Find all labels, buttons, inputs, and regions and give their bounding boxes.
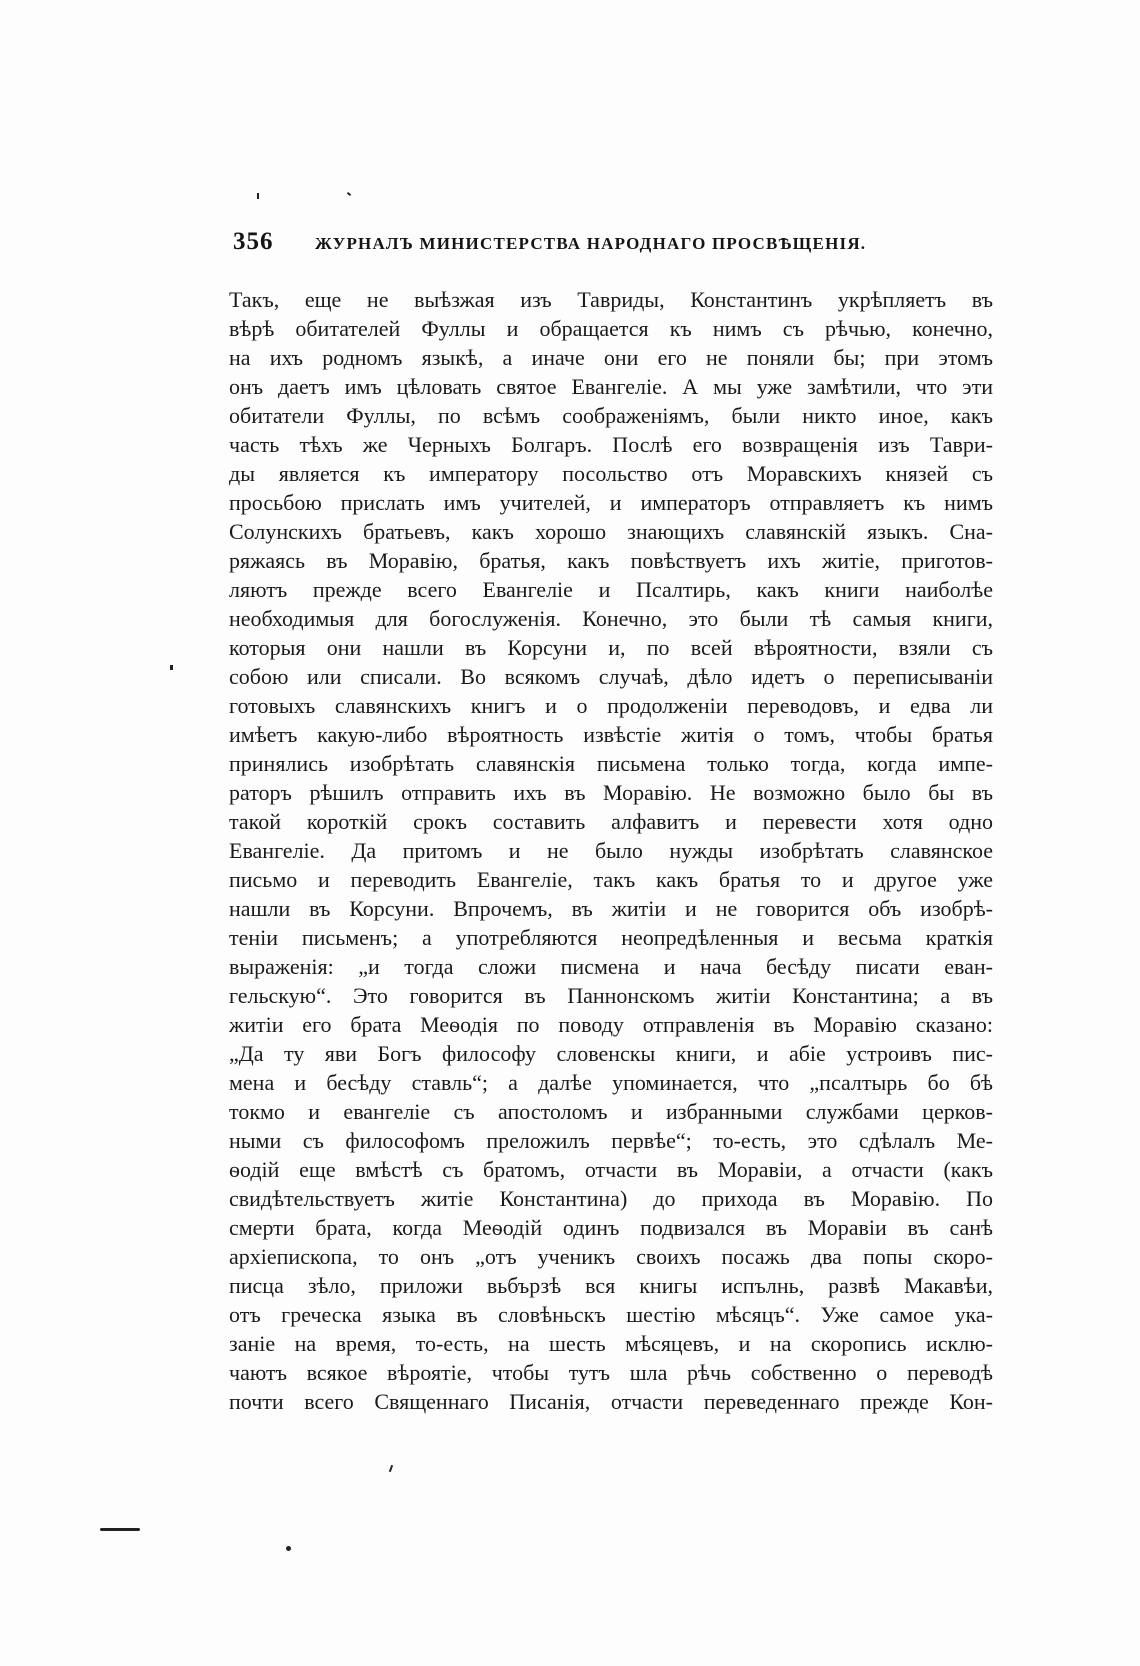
text-line: свидѣтельствуетъ житіе Константина) до прихода въ Моравію. По bbox=[229, 1186, 993, 1211]
text-line: обитатели Фуллы, по всѣмъ соображеніямъ, были никто иное, какъ bbox=[229, 403, 993, 428]
text-line: которыя они нашли въ Корсуни и, по всей вѣроятности, взяли съ bbox=[229, 635, 993, 660]
text-line: писца зѣло, приложи вьбързѣ вся книгы испълнь, развѣ Макавѣи, bbox=[229, 1273, 993, 1298]
text-line: гельскую“. Это говорится въ Паннонскомъ житіи Константина; а въ bbox=[229, 983, 993, 1008]
text-line: выраженія: „и тогда сложи писмена и нача бесѣду писати еван- bbox=[229, 954, 993, 979]
text-line: письмо и переводить Евангеліе, такъ какъ братья то и другое уже bbox=[229, 867, 993, 892]
text-line: готовыхъ славянскихъ книгъ и о продолженіи переводовъ, и едва ли bbox=[229, 693, 993, 718]
scan-speck bbox=[170, 665, 173, 670]
text-line: ряжаясь въ Моравію, братья, какъ повѣствуетъ ихъ житіе, приготов- bbox=[229, 548, 993, 573]
text-line: Евангеліе. Да притомъ и не было нужды изобрѣтать славянское bbox=[229, 838, 993, 863]
text-line: Такъ, еще не выѣзжая изъ Тавриды, Константинъ укрѣпляетъ въ bbox=[229, 287, 993, 312]
text-line: теніи письменъ; а употребляются неопредѣленныя и весьма краткія bbox=[229, 925, 993, 950]
text-line: токмо и евангеліе съ апостоломъ и избранными службами церков- bbox=[229, 1099, 993, 1124]
text-line: заніе на время, то-есть, на шесть мѣсяцевъ, и на скоропись исклю- bbox=[229, 1331, 993, 1356]
scan-speck bbox=[389, 1465, 393, 1472]
body-text bbox=[229, 285, 993, 1416]
text-line: мена и бесѣду ставль“; а далѣе упоминается, что „псалтырь бо бѣ bbox=[229, 1070, 993, 1095]
text-line: ными съ философомъ преложилъ первѣе“; то-есть, это сдѣлалъ Ме- bbox=[229, 1128, 993, 1153]
text-line: житіи его брата Меѳодія по поводу отправленія въ Моравію сказано: bbox=[229, 1012, 993, 1037]
text-line: отъ греческа языка въ словѣньскъ шестію мѣсяцъ“. Уже самое ука- bbox=[229, 1302, 993, 1327]
scan-speck bbox=[347, 192, 351, 196]
text-line: смерти брата, когда Меѳодій одинъ подвизался въ Моравіи въ санѣ bbox=[229, 1215, 993, 1240]
text-line: необходимыя для богослуженія. Конечно, это были тѣ самыя книги, bbox=[229, 606, 993, 631]
text-line: Солунскихъ братьевъ, какъ хорошо знающихъ славянскій языкъ. Сна- bbox=[229, 519, 993, 544]
page-header bbox=[233, 228, 893, 262]
running-title: ЖУРНАЛЪ МИНИСТЕРСТВА НАРОДНАГО ПРОСВѢЩЕНІЯ. bbox=[315, 234, 867, 253]
text-line: раторъ рѣшилъ отправить ихъ въ Моравію. Не возможно было бы въ bbox=[229, 780, 993, 805]
text-line: принялись изобрѣтать славянскія письмена только тогда, когда импе- bbox=[229, 751, 993, 776]
text-line: просьбою прислать имъ учителей, и императоръ отправляетъ къ нимъ bbox=[229, 490, 993, 515]
text-line: собою или списали. Во всякомъ случаѣ, дѣло идетъ о переписываніи bbox=[229, 664, 993, 689]
scan-speck bbox=[257, 193, 259, 199]
text-line: ѳодій еще вмѣстѣ съ братомъ, отчасти въ Моравіи, а отчасти (какъ bbox=[229, 1157, 993, 1182]
page-number: 356 bbox=[233, 228, 274, 255]
text-line: нашли въ Корсуни. Впрочемъ, въ житіи и не говорится объ изобрѣ- bbox=[229, 896, 993, 921]
text-line: ды является къ императору посольство отъ Моравскихъ князей съ bbox=[229, 461, 993, 486]
text-line: ляютъ прежде всего Евангеліе и Псалтирь, какъ книги наиболѣе bbox=[229, 577, 993, 602]
text-line: такой короткій срокъ составить алфавитъ и перевести хотя одно bbox=[229, 809, 993, 834]
scan-smudge bbox=[100, 1528, 140, 1531]
text-line: онъ даетъ имъ цѣловать святое Евангеліе. А мы уже замѣтили, что эти bbox=[229, 374, 993, 399]
text-line: вѣрѣ обитателей Фуллы и обращается къ нимъ съ рѣчью, конечно, bbox=[229, 316, 993, 341]
text-line: на ихъ родномъ языкѣ, а иначе они его не поняли бы; при этомъ bbox=[229, 345, 993, 370]
text-line: имѣетъ какую-либо вѣроятность извѣстіе житія о томъ, чтобы братья bbox=[229, 722, 993, 747]
text-line: чаютъ всякое вѣроятіе, чтобы тутъ шла рѣчь собственно о переводѣ bbox=[229, 1360, 993, 1385]
text-line: „Да ту яви Богъ философу словенскы книги, и абіе устроивъ пис- bbox=[229, 1041, 993, 1066]
text-line: часть тѣхъ же Черныхъ Болгаръ. Послѣ его возвращенія изъ Таври- bbox=[229, 432, 993, 457]
text-line: архіепископа, то онъ „отъ ученикъ своихъ посажь два попы скоро- bbox=[229, 1244, 993, 1269]
text-line: почти всего Священнаго Писанія, отчасти переведеннаго прежде Кон- bbox=[229, 1389, 993, 1414]
scan-speck bbox=[286, 1546, 291, 1551]
